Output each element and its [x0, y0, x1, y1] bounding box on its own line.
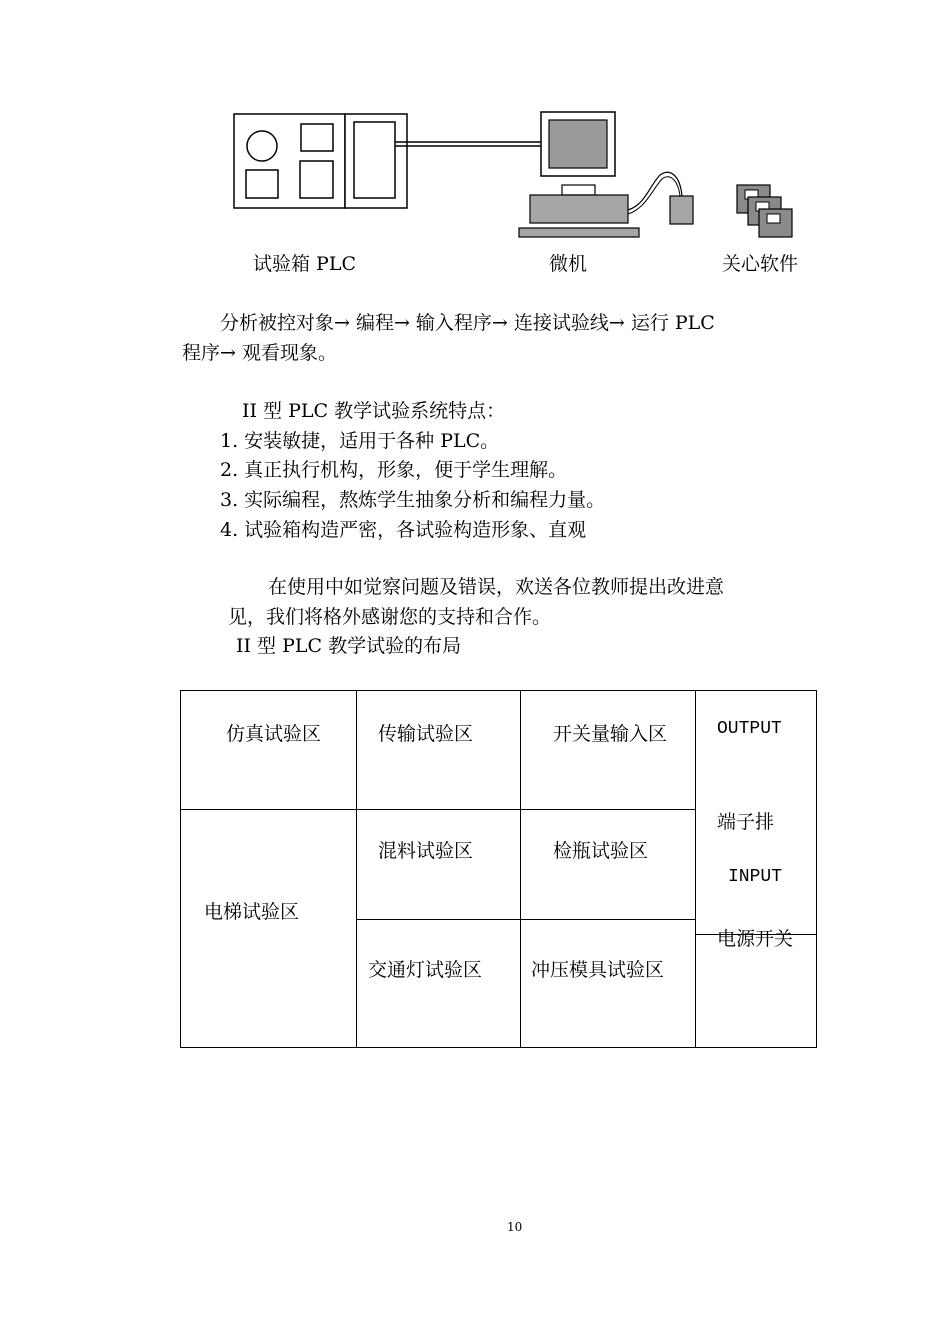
- feature-item-2: 2. 真正执行机构，形象，便于学生理解。: [220, 459, 568, 481]
- layout-heading: II 型 PLC 教学试验的布局: [236, 635, 462, 657]
- power-switch-label: 电源开关: [717, 928, 794, 950]
- stamping-die-area-cell: 冲压模具试验区: [531, 959, 665, 981]
- input-label: INPUT: [728, 867, 783, 887]
- output-label: OUTPUT: [717, 719, 782, 739]
- computer-label: 微机: [549, 253, 588, 275]
- page-number: 10: [507, 1220, 523, 1234]
- software-icon: [737, 185, 792, 237]
- table-divider: [356, 691, 357, 1047]
- test-box-plc-label: 试验箱 PLC: [253, 253, 356, 275]
- process-line-1: 分析被控对象→ 编程→ 输入程序→ 连接试验线→ 运行 PLC: [220, 312, 715, 334]
- sim-area-cell: 仿真试验区: [226, 723, 322, 745]
- plc-icon: [345, 114, 407, 208]
- table-divider: [356, 919, 695, 920]
- feature-item-4: 4. 试验箱构造严密，各试验构造形象、直观: [220, 519, 587, 541]
- process-line-2: 程序→ 观看现象。: [182, 342, 337, 364]
- equipment-diagram: [0, 0, 950, 300]
- bottle-inspection-area-cell: 检瓶试验区: [553, 840, 649, 862]
- cable-line: [395, 142, 541, 146]
- traffic-light-area-cell: 交通灯试验区: [368, 959, 483, 981]
- table-divider: [695, 691, 696, 1047]
- layout-table: [180, 690, 817, 1048]
- mixing-area-cell: 混料试验区: [378, 840, 474, 862]
- table-divider: [520, 691, 521, 1047]
- table-divider: [181, 809, 695, 810]
- computer-icon: [519, 112, 693, 237]
- switch-input-area-cell: 开关量输入区: [553, 723, 668, 745]
- feedback-line-1: 在使用中如觉察问题及错误，欢送各位教师提出改进意: [268, 576, 725, 598]
- transmission-area-cell: 传输试验区: [378, 723, 474, 745]
- test-box-icon: [234, 114, 345, 208]
- software-label: 关心软件: [722, 253, 799, 275]
- elevator-area-cell: 电梯试验区: [204, 901, 300, 923]
- feature-item-1: 1. 安装敏捷，适用于各种 PLC。: [220, 430, 500, 452]
- feature-item-3: 3. 实际编程，熬炼学生抽象分析和编程力量。: [220, 489, 606, 511]
- features-heading: II 型 PLC 教学试验系统特点：: [242, 400, 506, 422]
- feedback-line-2: 见，我们将格外感谢您的支持和合作。: [228, 606, 552, 628]
- terminal-label: 端子排: [717, 811, 775, 833]
